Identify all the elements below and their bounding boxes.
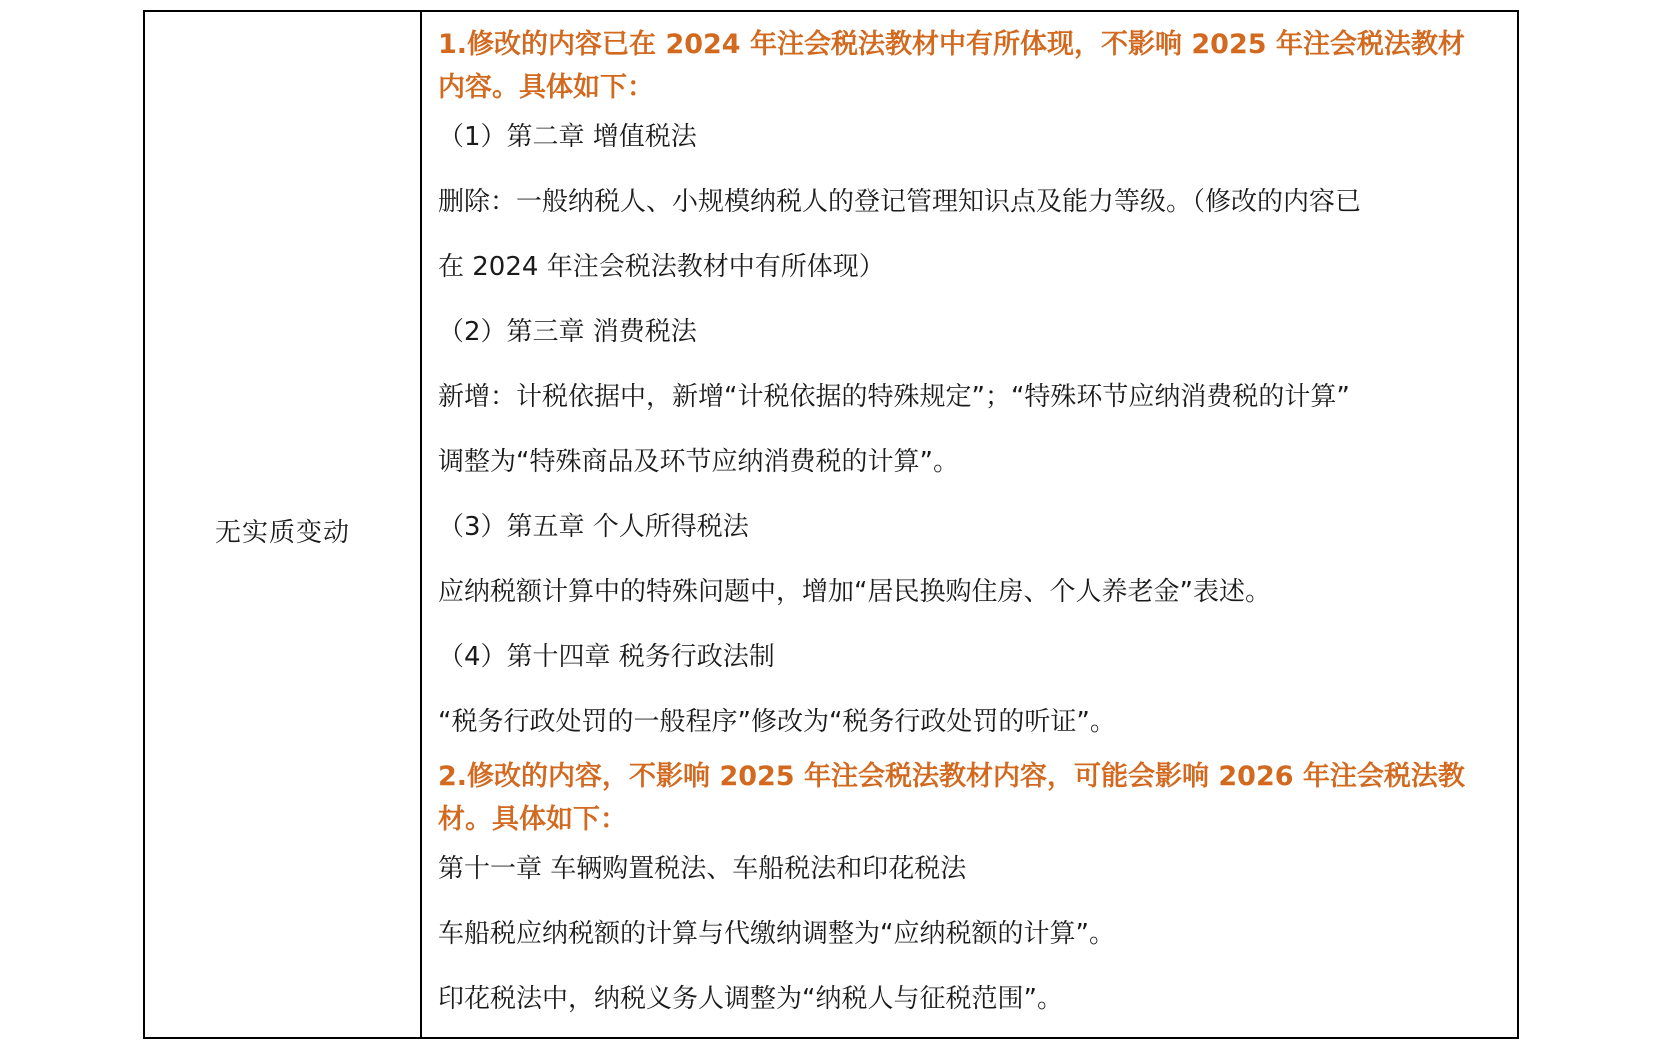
- table-left-cell: [145, 12, 422, 1037]
- chapter-3-heading: （2）第三章 消费税法: [438, 317, 697, 347]
- section1-heading-line1: 1.修改的内容已在 2024 年注会税法教材中有所体现，不影响 2025 年注会税法教材: [438, 29, 1465, 60]
- section2-heading-line2: 材。具体如下：: [438, 804, 627, 835]
- chapter-11-text-line2: 印花税法中，纳税义务人调整为“纳税人与征税范围”。: [438, 984, 1063, 1014]
- chapter-3-text-line1: 新增：计税依据中，新增“计税依据的特殊规定”；“特殊环节应纳消费税的计算”: [438, 382, 1350, 412]
- chapter-5-text-line1: 应纳税额计算中的特殊问题中，增加“居民换购住房、个人养老金”表述。: [438, 577, 1271, 607]
- chapter-3-text-line2: 调整为“特殊商品及环节应纳消费税的计算”。: [438, 447, 959, 477]
- table-right-cell: [422, 12, 1517, 1037]
- chapter-14-text-line1: “税务行政处罚的一般程序”修改为“税务行政处罚的听证”。: [438, 707, 1116, 737]
- chapter-2-heading: （1）第二章 增值税法: [438, 122, 697, 152]
- chapter-5-heading: （3）第五章 个人所得税法: [438, 512, 749, 542]
- section1-heading-line2: 内容。具体如下：: [438, 72, 654, 103]
- change-type-label: 无实质变动: [214, 518, 350, 548]
- chapter-11-heading: 第十一章 车辆购置税法、车船税法和印花税法: [438, 854, 967, 884]
- chapter-14-heading: （4）第十四章 税务行政法制: [438, 642, 775, 672]
- chapter-2-text-line1: 删除：一般纳税人、小规模纳税人的登记管理知识点及能力等级。（修改的内容已: [438, 187, 1362, 217]
- chapter-2-text-line2: 在 2024 年注会税法教材中有所体现）: [438, 252, 885, 282]
- section2-heading-line1: 2.修改的内容，不影响 2025 年注会税法教材内容，可能会影响 2026 年注会税法教: [438, 761, 1465, 792]
- chapter-11-text-line1: 车船税应纳税额的计算与代缴纳调整为“应纳税额的计算”。: [438, 919, 1115, 949]
- change-table: [143, 10, 1519, 1039]
